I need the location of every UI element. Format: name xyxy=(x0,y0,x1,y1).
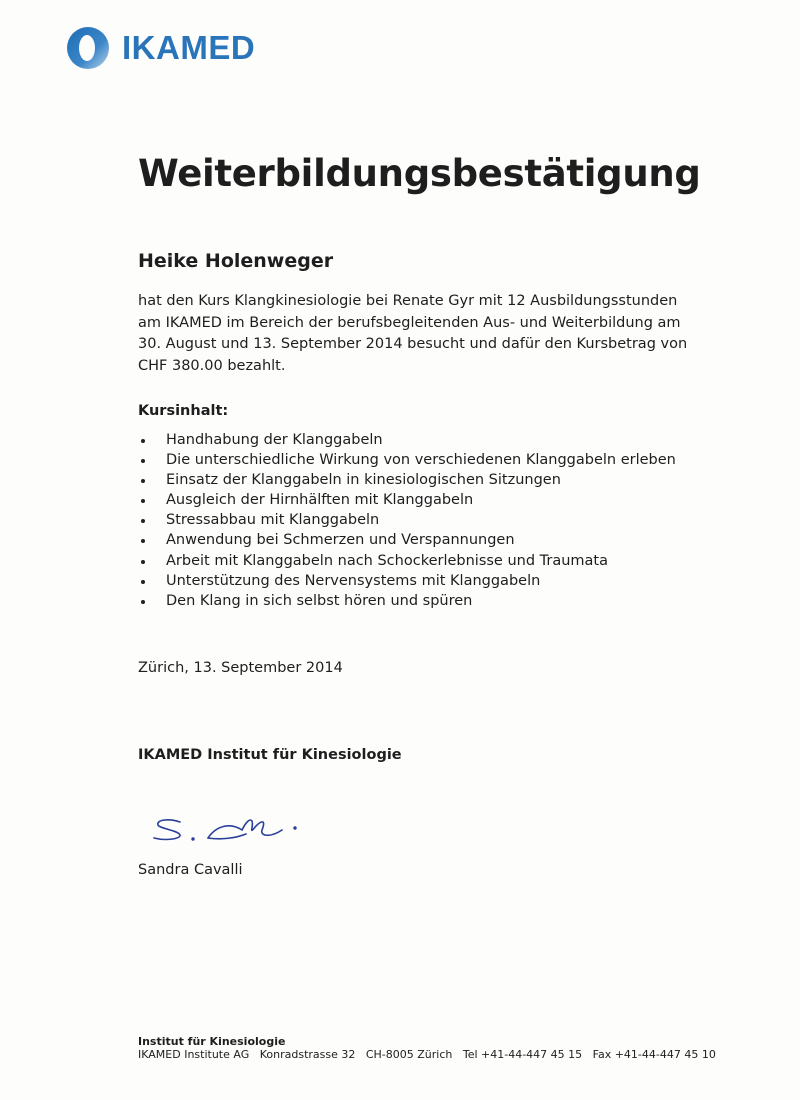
bullet-icon xyxy=(141,479,145,483)
paragraph-line: am IKAMED im Bereich der berufsbegleitenden Aus- und Weiterbildung am xyxy=(138,314,681,331)
bullet-icon xyxy=(141,499,145,503)
bullet-icon xyxy=(141,600,145,604)
list-item xyxy=(138,530,676,550)
list-item xyxy=(138,591,676,611)
footer-title: Institut für Kinesiologie xyxy=(138,1035,286,1048)
institute-name: IKAMED Institut für Kinesiologie xyxy=(138,747,402,763)
list-item xyxy=(138,490,676,510)
confirmation-paragraph xyxy=(138,291,698,378)
bullet-icon xyxy=(141,560,145,564)
ikamed-logo xyxy=(66,26,255,70)
paragraph-line: hat den Kurs Klangkinesiologie bei Renate Gyr mit 12 Ausbildungsstunden xyxy=(138,293,678,309)
paragraph-line: 30. August und 13. September 2014 besucht und dafür den Kursbetrag von xyxy=(138,336,688,353)
list-item-text: Den Klang in sich selbst hören und spüren xyxy=(166,592,473,609)
signer-name: Sandra Cavalli xyxy=(138,862,243,878)
list-item xyxy=(138,510,676,530)
list-item xyxy=(138,470,676,490)
document-title: Weiterbildungsbestätigung xyxy=(138,152,701,195)
footer xyxy=(138,1035,716,1061)
handwritten-signature xyxy=(150,812,310,852)
place-and-date: Zürich, 13. September 2014 xyxy=(138,660,343,676)
list-item-text: Stressabbau mit Klanggabeln xyxy=(166,512,380,529)
list-item xyxy=(138,450,676,470)
bullet-icon xyxy=(141,580,145,584)
list-item-text: Arbeit mit Klanggabeln nach Schockerlebnisse und Traumata xyxy=(166,552,609,569)
list-item xyxy=(138,571,676,591)
bullet-icon xyxy=(141,439,145,443)
course-content-heading: Kursinhalt: xyxy=(138,403,229,419)
course-content-list xyxy=(138,430,676,611)
list-item-text: Ausgleich der Hirnhälften mit Klanggabeln xyxy=(166,492,474,509)
bullet-icon xyxy=(141,519,145,523)
list-item-text: Einsatz der Klanggabeln in kinesiologischen Sitzungen xyxy=(166,472,561,489)
list-item-text: Anwendung bei Schmerzen und Verspannungen xyxy=(166,532,515,549)
list-item-text: Handhabung der Klanggabeln xyxy=(166,432,383,448)
bullet-icon xyxy=(141,539,145,543)
list-item-text: Die unterschiedliche Wirkung von verschiedenen Klanggabeln erleben xyxy=(166,452,676,469)
bullet-icon xyxy=(141,459,145,463)
logo-ring-icon xyxy=(66,26,110,70)
footer-address: IKAMED Institute AG Konradstrasse 32 CH-8005 Zürich Tel +41-44-447 45 15 Fax +41-44-447 45 10 xyxy=(138,1048,716,1061)
list-item xyxy=(138,551,676,571)
list-item xyxy=(138,430,676,450)
paragraph-line: CHF 380.00 bezahlt. xyxy=(138,358,286,375)
logo-text: IKAMED xyxy=(122,29,256,66)
list-item-text: Unterstützung des Nervensystems mit Klanggabeln xyxy=(166,572,541,589)
recipient-name: Heike Holenweger xyxy=(138,250,334,272)
